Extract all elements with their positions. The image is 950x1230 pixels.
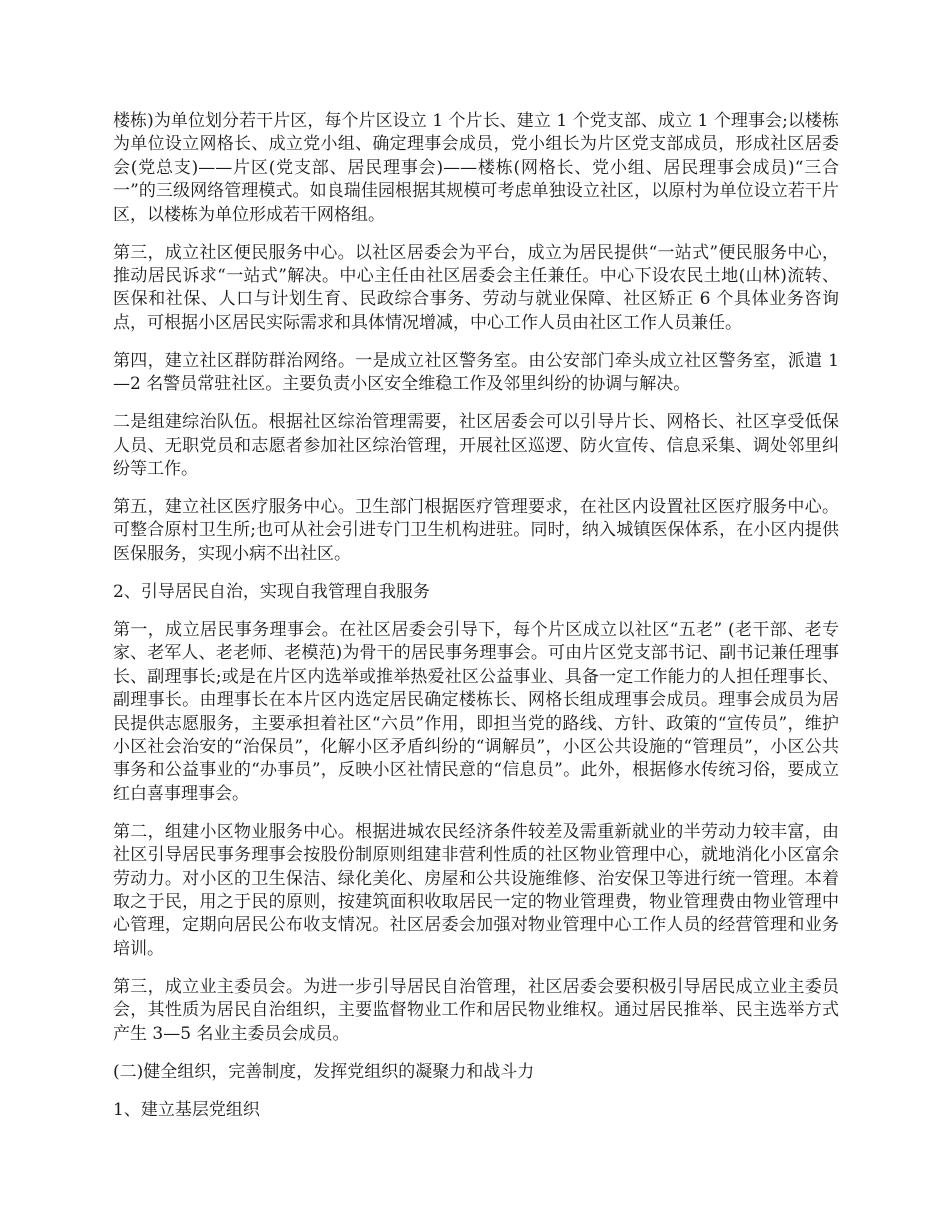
section-heading-1: 1、建立基层党组织 xyxy=(113,1099,260,1120)
section-heading-ii: (二)健全组织，完善制度，发挥党组织的凝聚力和战斗力 xyxy=(113,1061,535,1082)
document-body xyxy=(113,110,839,1137)
paragraph-5: 第五，建立社区医疗服务中心。卫生部门根据医疗管理要求，在社区内设置社区医疗服务中心。可整合原村卫生所;也可从社会引进专门卫生机构进驻。同时，纳入城镇医保体系，在小区内提供医保服务，实现小病不出社区。 xyxy=(113,497,839,564)
paragraph-8: 第三，成立业主委员会。为进一步引导居民自治管理，社区居委会要积极引导居民成立业主委员会，其性质为居民自治组织，主要监督物业工作和居民物业维权。通过居民推举、民主选举方式产生 3—5 名业主委员会成员。 xyxy=(113,976,839,1044)
paragraph-3: 第四，建立社区群防群治网络。一是成立社区警务室。由公安部门牵头成立社区警务室，派遣 1—2 名警员常驻社区。主要负责小区安全维稳工作及邻里纠纷的协调与解决。 xyxy=(113,350,839,395)
paragraph-4: 二是组建综治队伍。根据社区综治管理需要，社区居委会可以引导片长、网格长、社区享受低保人员、无职党员和志愿者参加社区综治管理，开展社区巡逻、防火宣传、信息采集、调处邻里纠纷等工作。 xyxy=(113,412,839,480)
paragraph-6: 第一，成立居民事务理事会。在社区居委会引导下，每个片区成立以社区“五老” (老干部、老专家、老军人、老老师、老模范)为骨干的居民事务理事会。可由片区党支部书记、副书记兼任理事长、副理事长;或是在片区内选举或推举热爱社区公益事业、具备一定工作能力的人担任理事长、副理事长。由理事长在本片区内选定居民确定楼栋长、网格长组成理事会成员。理事会成员为居民提供志愿服务，主要承担着社区“六员”作用，即担当党的路线、方针、政策的“宣传员”，维护小区社会治安的“治保员”，化解小区矛盾纠纷的“调解员”，小区公共设施的“管理员”，小区公共事务和公益事业的“办事员”，反映小区社情民意的“信息员”。此外，根据修水传统习俗，要成立红白喜事理事会。 xyxy=(113,619,839,804)
paragraph-7: 第二，组建小区物业服务中心。根据进城农民经济条件较差及需重新就业的半劳动力较丰富，由社区引导居民事务理事会按股份制原则组建非营利性质的社区物业管理中心，就地消化小区富余劳动力。对小区的卫生保洁、绿化美化、房屋和公共设施维修、治安保卫等进行统一管理。本着取之于民，用之于民的原则，按建筑面积收取居民一定的物业管理费，物业管理费由物业管理中心管理，定期向居民公布收支情况。社区居委会加强对物业管理中心工作人员的经营管理和业务培训。 xyxy=(113,821,839,959)
paragraph-1: 楼栋)为单位划分若干片区，每个片区设立 1 个片长、建立 1 个党支部、成立 1 个理事会;以楼栋为单位设立网格长、成立党小组、确定理事会成员，党小组长为片区党支部成员，形成社区居委会(党总支)——片区(党支部、居民理事会)——楼栋(网格长、党小组、居民理事会成员)“三合一”的三级网络管理模式。如良瑞佳园根据其规模可考虑单独设立社区，以原村为单位设立若干片区，以楼栋为单位形成若干网格组。 xyxy=(113,111,839,225)
section-heading-2: 2、引导居民自治，实现自我管理自我服务 xyxy=(113,581,430,602)
paragraph-2: 第三，成立社区便民服务中心。以社区居委会为平台，成立为居民提供“一站式”便民服务中心，推动居民诉求“一站式”解决。中心主任由社区居委会主任兼任。中心下设农民土地(山林)流转、医保和社保、人口与计划生育、民政综合事务、劳动与就业保障、社区矫正 6 个具体业务咨询点，可根据小区居民实际需求和具体情况增减，中心工作人员由社区工作人员兼任。 xyxy=(113,242,839,333)
